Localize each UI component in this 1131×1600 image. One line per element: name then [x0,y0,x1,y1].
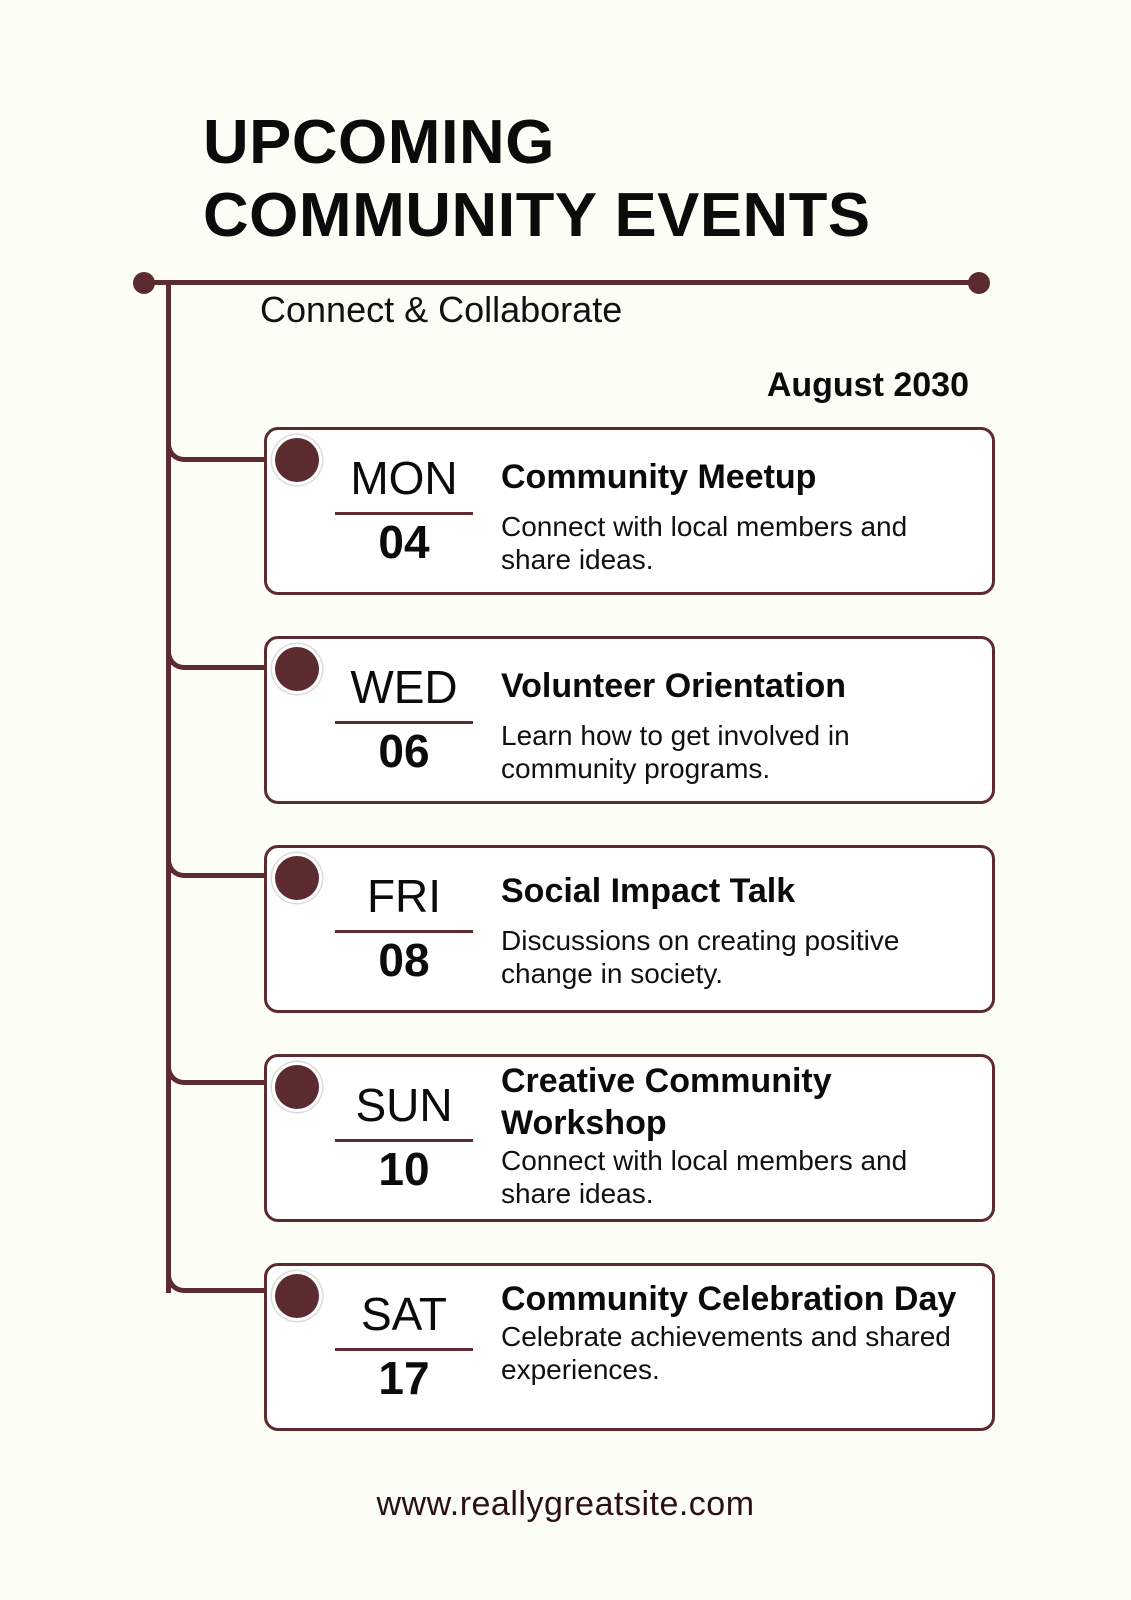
event-description: Celebrate achievements and shared experiences. [501,1321,951,1385]
event-date: 08 [378,934,430,986]
event-date: 10 [378,1143,430,1195]
month-label: August 2030 [766,366,969,404]
timeline-branch [166,1269,264,1293]
event-title: Social Impact Talk [501,872,796,910]
event-description: Discussions on creating positive change in society. [501,925,900,989]
event-info [501,870,972,990]
date-divider [335,1139,473,1142]
website-link[interactable]: www.reallygreatsite.com [376,1485,755,1523]
bullet-dot-icon [275,1274,319,1318]
subtitle: Connect & Collaborate [260,289,623,330]
title-line-1: UPCOMING [203,108,555,177]
page-title [203,106,871,252]
event-title: Volunteer Orientation [501,667,847,705]
event-day: FRI [366,870,442,922]
event-info [501,665,972,785]
event-title: Community Celebration Day [501,1280,957,1318]
date-divider [335,512,473,515]
footer [0,1484,1131,1524]
event-day: SAT [360,1288,448,1340]
bullet-dot-icon [275,1065,319,1109]
timeline-end-dot [968,272,990,294]
bullet-dot-icon [275,438,319,482]
bullet-dot-icon [275,647,319,691]
date-divider [335,1348,473,1351]
event-card-2 [264,636,995,804]
timeline-top-line [144,280,976,285]
event-date: 06 [378,725,430,777]
event-description: Connect with local members and share ideas. [501,1145,908,1209]
event-day: SUN [355,1079,453,1131]
event-title: Community Meetup [501,458,817,496]
event-day: MON [350,452,458,504]
event-info [501,1060,972,1210]
event-card-5 [264,1263,995,1431]
date-divider [335,721,473,724]
event-card-1 [264,427,995,595]
event-day: WED [350,661,458,713]
event-date: 17 [378,1352,430,1404]
bullet-dot-icon [275,856,319,900]
event-card-4 [264,1054,995,1222]
date-divider [335,930,473,933]
event-card-3 [264,845,995,1013]
title-line-2: COMMUNITY EVENTS [203,181,871,250]
event-description: Connect with local members and share ideas. [501,511,908,575]
timeline-branch [166,438,264,462]
timeline-vertical-line [166,281,171,1293]
timeline-branch [166,854,264,878]
event-info [501,1278,972,1386]
event-info [501,456,972,576]
timeline-branch [166,646,264,670]
timeline-branch [166,1061,264,1085]
event-date: 04 [378,516,430,568]
event-title: Creative Community Workshop [501,1062,832,1142]
event-description: Learn how to get involved in community programs. [501,720,850,784]
